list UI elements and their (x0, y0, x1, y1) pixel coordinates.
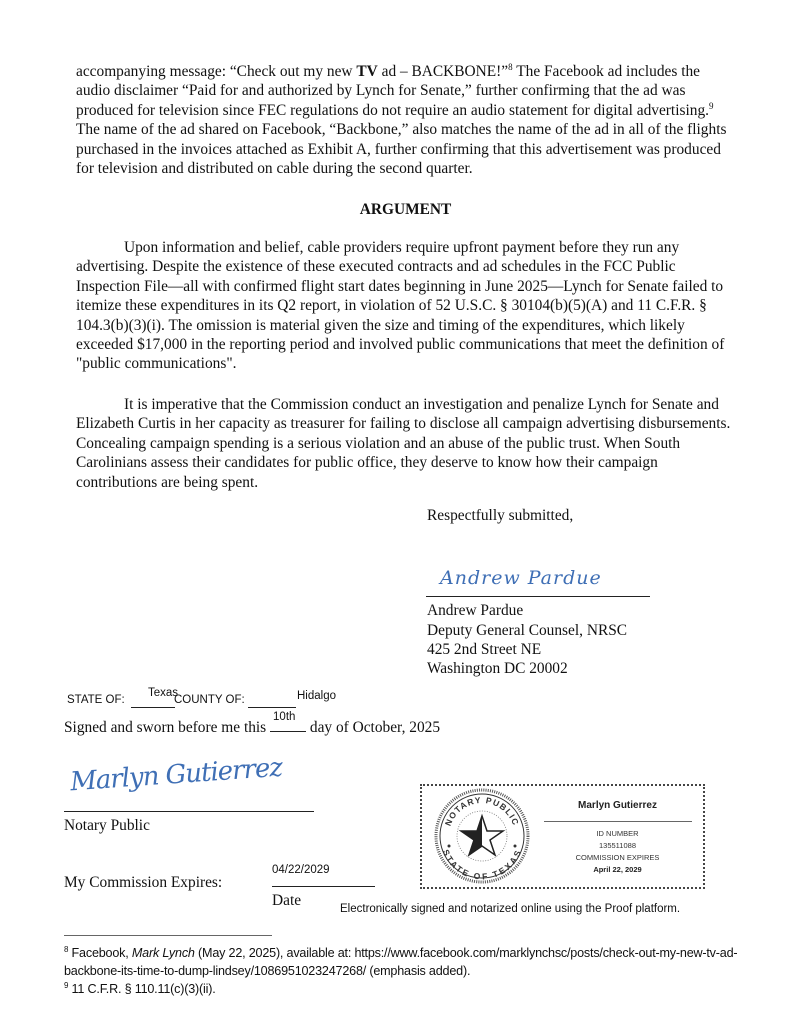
state-blank-line (131, 707, 175, 708)
seal-bottom-text: STATE OF TEXAS (440, 847, 524, 882)
sworn-day-field[interactable] (270, 711, 306, 732)
commission-date-value[interactable]: 04/22/2029 (272, 864, 330, 876)
footnote-8-source: Facebook, (68, 946, 132, 960)
stamp-expires-value: April 22, 2029 (593, 865, 642, 874)
notary-stamp (420, 784, 705, 889)
svg-text:STATE OF TEXAS (441, 848, 524, 882)
sworn-statement (64, 711, 441, 737)
notary-signature-line (64, 811, 314, 812)
county-value[interactable]: Hidalgo (297, 690, 336, 702)
attorney-signature-line (426, 596, 650, 597)
stamp-divider (544, 821, 692, 822)
notary-signature: Marlyn Gutierrez (69, 752, 283, 798)
footnote-8-number: 8 (64, 944, 69, 954)
footnote-9-citation: 11 C.F.R. § 110.11(c)(3)(ii). (68, 982, 216, 996)
stamp-id-label: ID NUMBER (596, 829, 639, 838)
intro-text-2: ad – BACKBONE!” (377, 63, 509, 80)
footnote-ref-9[interactable]: 9 (709, 100, 714, 111)
stamp-notary-name: Marlyn Gutierrez (578, 800, 657, 811)
address-line-1: 425 2nd Street NE (427, 641, 542, 658)
intro-paragraph (76, 62, 736, 178)
footnote-ref-8[interactable]: 8 (508, 61, 513, 72)
state-value[interactable]: Texas (148, 687, 179, 699)
notary-seal-icon (427, 786, 537, 886)
intro-text-1: accompanying message: “Check out my new (76, 63, 357, 80)
commission-expires-label: My Commission Expires: (64, 874, 223, 891)
section-heading: ARGUMENT (359, 201, 452, 218)
footnote-9 (64, 980, 754, 998)
notary-public-label: Notary Public (64, 817, 150, 834)
argument-paragraph-1 (76, 238, 736, 374)
footnote-separator (64, 935, 272, 936)
attorney-title: Deputy General Counsel, NRSC (427, 622, 628, 639)
date-label: Date (272, 892, 302, 909)
closing-salutation: Respectfully submitted, (427, 507, 574, 524)
argument-paragraph-2-text: It is imperative that the Commission conduct an investigation and penalize Lynch for Senate and Elizabeth Curtis in her capacity as treasurer for failing to disclose all campaign advertising disbursements. Concealing campaign spending is a serious violation and an abuse of the public trust. When South Carolinians assess their candidates for public office, they deserve to know how their campaign contributions are being spent. (76, 396, 731, 491)
intro-bold-tv: TV (356, 63, 378, 80)
argument-paragraph-2 (76, 395, 736, 492)
argument-paragraph-1-text: Upon information and belief, cable providers require upfront payment before they run any advertising. Despite the existence of these executed contracts and ad schedules in the FCC Public Inspection File—all with confirmed flight start dates beginning in June 2025—Lynch for Senate failed to itemize these expenditures in its Q2 report, in violation of 52 U.S.C. § 30104(b)(5)(A) and 11 C.F.R. § 104.3(b)(3)(i). The omission is material given the size and timing of the expenditures, which likely exceeded $17,000 in the reporting period and involved public communications that meet the definition of "public communications". (76, 239, 725, 373)
footnote-9-number: 9 (64, 980, 69, 990)
address-line-2: Washington DC 20002 (427, 660, 568, 677)
footnote-8-title: Mark Lynch (131, 946, 195, 960)
state-of-label: STATE OF: (67, 694, 125, 706)
attorney-signature: Andrew Pardue (440, 567, 602, 589)
sworn-prefix: Signed and sworn before me this (64, 719, 271, 736)
stamp-details (542, 786, 693, 887)
county-blank-line (248, 707, 296, 708)
stamp-expires-label: COMMISSION EXPIRES (575, 853, 660, 862)
stamp-id-value: 135511088 (599, 841, 636, 850)
footnote-8 (64, 944, 754, 980)
attorney-name: Andrew Pardue (427, 602, 524, 619)
county-of-label: COUNTY OF: (174, 694, 245, 706)
seal-top-text: NOTARY PUBLIC (442, 794, 522, 828)
commission-date-line (272, 886, 375, 887)
intro-text-4: The name of the ad shared on Facebook, “Backbone,” also matches the name of the ad in all of the flights purchased in the invoices attached as Exhibit A, further confirming that this advertisement was produced for television and distributed on cable during the second quarter. (76, 121, 727, 178)
footnotes (64, 944, 754, 998)
footnote-8-citation[interactable]: (May 22, 2025), available at: https://www.facebook.com/marklynchsc/posts/check-out-my-new-tv-ad-backbone-its-time-to-dump-lindsey/1086951023247268/ (emphasis added). (64, 946, 738, 978)
intro-text-3: The Facebook ad includes the audio disclaimer “Paid for and authorized by Lynch for Senate,” further confirming that the ad was produced for television since FEC regulations do not require an audio statement for digital advertising. (76, 63, 709, 119)
sworn-suffix: day of October, 2025 (306, 719, 441, 736)
sworn-day-value: 10th (273, 711, 296, 723)
electronic-notarization-note: Electronically signed and notarized online using the Proof platform. (340, 903, 681, 915)
